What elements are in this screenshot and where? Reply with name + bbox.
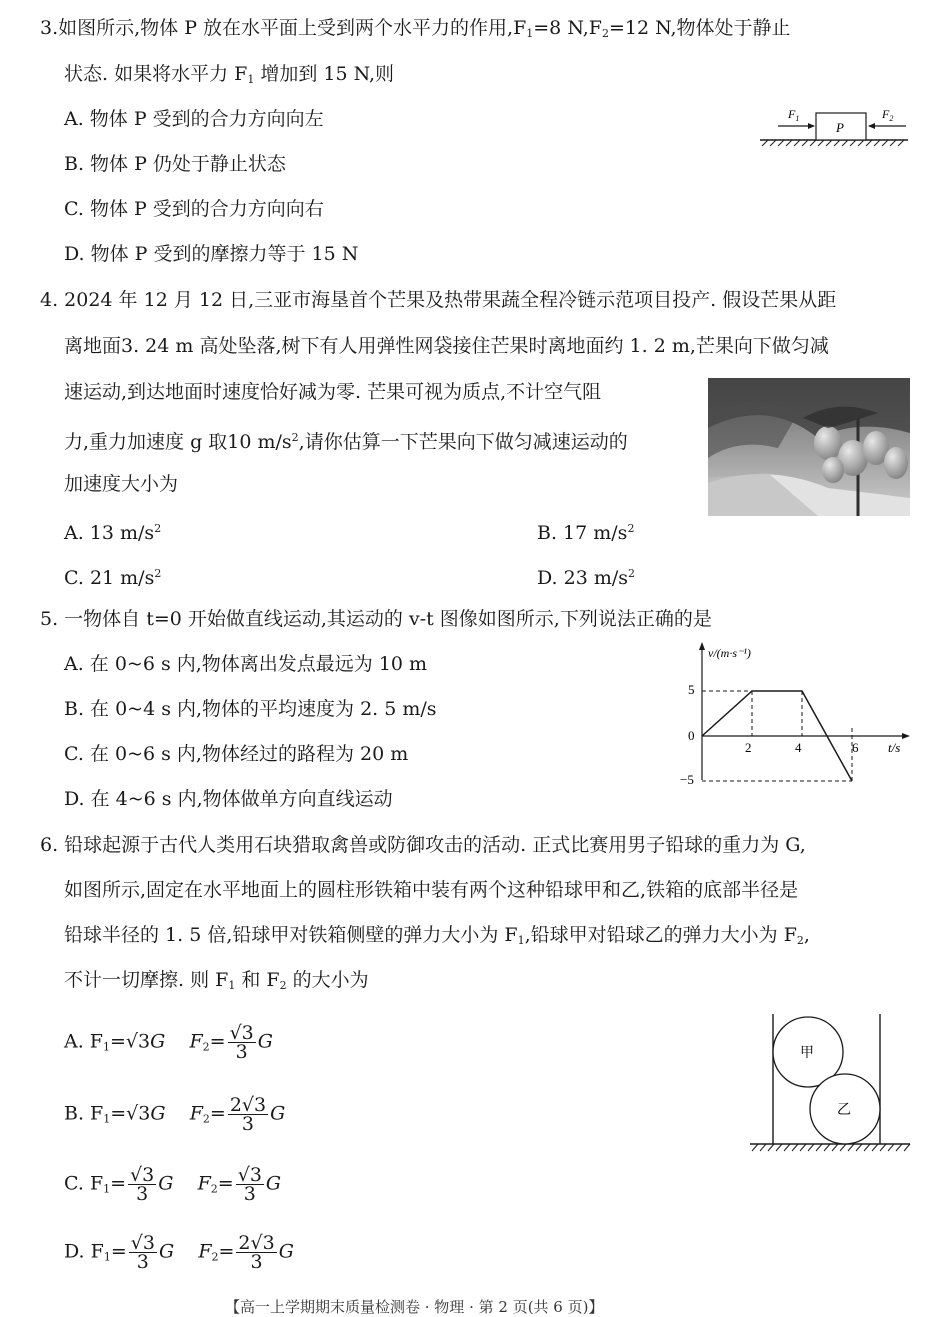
y-tick-neg5: −5	[680, 772, 694, 787]
q5-option-d: D. 在 4~6 s 内,物体做单方向直线运动	[64, 787, 393, 811]
q4-stem-line5: 加速度大小为	[64, 472, 178, 496]
q4-stem-line1: 4. 2024 年 12 月 12 日,三亚市海垦首个芒果及热带果蔬全程冷链示范项目投产. 假设芒果从距	[40, 288, 836, 312]
q6-stem-line2: 如图所示,固定在水平地面上的圆柱形铁箱中装有两个这种铅球甲和乙,铁箱的底部半径是	[64, 878, 798, 902]
x-tick-6: 6	[852, 740, 859, 755]
q4-stem-line3: 速运动,到达地面时速度恰好减为零. 芒果可视为质点,不计空气阻	[64, 380, 601, 404]
q3-option-d: D. 物体 P 受到的摩擦力等于 15 N	[64, 242, 358, 266]
q4-stem-line4: 力,重力加速度 g 取10 $m/s^2$,请你估算一下芒果向下做匀减速运动的	[64, 426, 628, 454]
q6-option-c: C. $F_1=$ $\frac{√3}{3}$ G $F_2=$ $\frac{√3}{3}$ G	[64, 1166, 281, 1207]
q6-option-a: A. $F_1=√3G$ $F_2=$ $\frac{√3}{3}$ G	[64, 1024, 273, 1065]
q3-stem-line1: 3.如图所示,物体 P 放在水平面上受到两个水平力的作用$,F_1=8$ $N,F_2=12$ N,物体处于静止	[40, 16, 791, 46]
q4-option-d: D. 23 $m/s^2$	[537, 562, 635, 590]
q5-option-b: B. 在 0~4 s 内,物体的平均速度为 2. 5 m/s	[64, 697, 437, 721]
q4-stem-line2: 离地面3. 24 m 高处坠落,树下有人用弹性网袋接住芒果时离地面约 1. 2 m,芒果向下做匀减	[64, 334, 829, 358]
q3-option-b: B. 物体 P 仍处于静止状态	[64, 152, 286, 176]
mango-tree-photo	[708, 378, 910, 516]
q6-option-b: B. $F_1=√3G$ $F_2=$ $\frac{2√3}{3}$ G	[64, 1096, 285, 1137]
x-tick-2: 2	[745, 740, 752, 755]
svg-text:乙: 乙	[837, 1102, 851, 1118]
q5-stem: 5. 一物体自 t=0 开始做直线运动,其运动的 v-t 图像如图所示,下列说法正确的是	[40, 607, 712, 631]
q6-stem-line4: 不计一切摩擦. 则 $F_1$ 和 $F_2$ 的大小为	[64, 968, 369, 998]
x-tick-4: 4	[795, 740, 802, 755]
q6-iron-box-diagram	[748, 1010, 912, 1156]
svg-text:甲: 甲	[800, 1045, 814, 1061]
y-tick-5: 5	[688, 682, 695, 697]
y-axis-label: v/(m·s⁻¹)	[708, 646, 751, 660]
q4-option-a: A. 13 $m/s^2$	[64, 517, 161, 545]
q5-vt-graph	[676, 640, 912, 790]
page-footer: 【高一上学期期末质量检测卷 · 物理 · 第 2 页(共 6 页)】	[225, 1296, 603, 1317]
q3-option-a: A. 物体 P 受到的合力方向向左	[64, 107, 324, 131]
q4-option-c: C. 21 $m/s^2$	[64, 562, 161, 590]
svg-text:P: P	[835, 120, 844, 135]
q4-option-b: B. 17 $m/s^2$	[537, 517, 634, 545]
x-axis-label: t/s	[888, 740, 900, 755]
svg-text:F1: $F_1$	[787, 107, 799, 123]
q3-force-diagram	[758, 100, 910, 148]
q3-option-c: C. 物体 P 受到的合力方向向右	[64, 197, 324, 221]
q6-stem-line1: 6. 铅球起源于古代人类用石块猎取禽兽或防御攻击的活动. 正式比赛用男子铅球的重力为 G,	[40, 833, 806, 857]
q5-option-a: A. 在 0~6 s 内,物体离出发点最远为 10 m	[64, 652, 427, 676]
q6-option-d: D. $F_1=$ $\frac{√3}{3}$ G $F_2=$ $\frac{2√3}{3}$ G	[64, 1234, 294, 1275]
q6-stem-line3: 铅球半径的 1. 5 倍,铅球甲对铁箱侧壁的弹力大小为 $F_1$,铅球甲对铅球乙的弹力大小为 $F_2$,	[64, 923, 810, 953]
svg-text:F2: $F_2$	[881, 107, 893, 123]
y-tick-0: 0	[688, 728, 695, 743]
q5-option-c: C. 在 0~6 s 内,物体经过的路程为 20 m	[64, 742, 408, 766]
q3-stem-line2: 状态. 如果将水平力 $F_1$ 增加到 15 N,则	[64, 62, 394, 92]
